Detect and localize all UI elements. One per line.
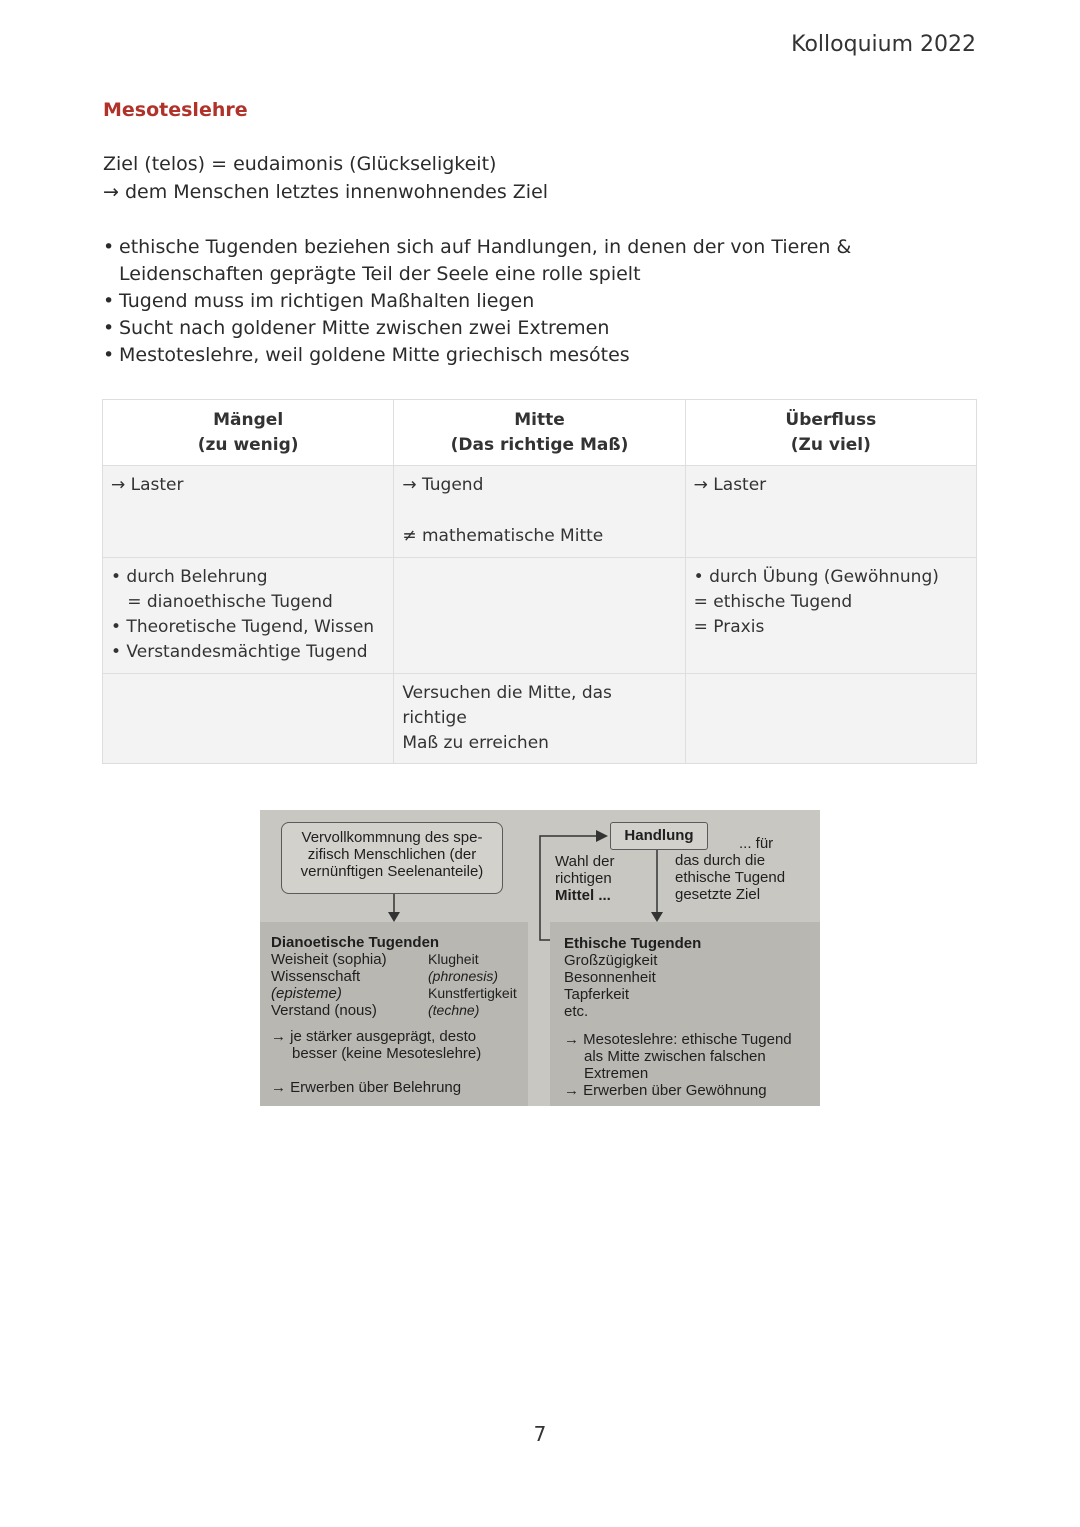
table-cell: → Laster bbox=[685, 466, 976, 558]
bullet-item: • Sucht nach goldener Mitte zwischen zwei Extremen bbox=[103, 315, 983, 342]
ethical-acquire: → Erwerben über Gewöhnung bbox=[564, 1082, 767, 1099]
ethical-list: Großzügigkeit Besonnenheit Tapferkeit etc. bbox=[564, 952, 658, 1020]
perfection-box: Vervollkommnung des spe- zifisch Menschlichen (der vernünftigen Seelenanteile) bbox=[281, 822, 503, 894]
table-cell: • durch Übung (Gewöhnung) = ethische Tugend = Praxis bbox=[685, 558, 976, 674]
header-mitte: Mitte (Das richtige Maß) bbox=[394, 400, 685, 466]
fuer-text: ... für das durch die ethische Tugend gesetzte Ziel bbox=[675, 835, 786, 903]
goal-subline: → dem Menschen letztes innenwohnendes Ziel bbox=[103, 181, 549, 203]
ethical-title: Ethische Tugenden bbox=[564, 935, 702, 952]
table-row bbox=[103, 558, 977, 674]
virtue-diagram bbox=[260, 810, 820, 1106]
handlung-box: Handlung bbox=[610, 822, 708, 850]
table-cell: → Tugend ≠ mathematische Mitte bbox=[394, 466, 685, 558]
section-title: Mesoteslehre bbox=[103, 99, 248, 121]
page-number: 7 bbox=[533, 1422, 547, 1446]
bullet-item: • ethische Tugenden beziehen sich auf Handlungen, in denen der von Tieren & Leidenschaften geprägte Teil der Seele eine rolle spielt bbox=[103, 234, 983, 288]
header-ueberfluss: Überfluss (Zu viel) bbox=[685, 400, 976, 466]
bullet-item: • Mestoteslehre, weil goldene Mitte griechisch mesótes bbox=[103, 342, 983, 369]
table-row bbox=[103, 674, 977, 764]
header-title: Kolloquium 2022 bbox=[791, 32, 976, 57]
wahl-text: Wahl der richtigen Mittel ... bbox=[555, 853, 615, 904]
bullet-list bbox=[103, 234, 983, 369]
bullet-item: • Tugend muss im richtigen Maßhalten liegen bbox=[103, 288, 983, 315]
table-cell: Versuchen die Mitte, das richtige Maß zu erreichen bbox=[394, 674, 685, 764]
header-maengel: Mängel (zu wenig) bbox=[103, 400, 394, 466]
table-cell bbox=[394, 558, 685, 674]
dianoetic-left-list: Weisheit (sophia) Wissenschaft (episteme) Verstand (nous) bbox=[271, 951, 387, 1019]
dianoetic-right-list: Klugheit (phronesis) Kunstfertigkeit (techne) bbox=[428, 951, 517, 1018]
table-cell bbox=[103, 674, 394, 764]
virtue-table bbox=[102, 399, 977, 764]
table-cell: → Laster bbox=[103, 466, 394, 558]
table-header-row bbox=[103, 400, 977, 466]
ethical-note: → Mesoteslehre: ethische Tugend als Mitte zwischen falschen Extremen bbox=[564, 1031, 792, 1082]
dianoetic-acquire: → Erwerben über Belehrung bbox=[271, 1079, 462, 1096]
goal-line: Ziel (telos) = eudaimonis (Glückseligkeit) bbox=[103, 153, 497, 175]
table-cell: • durch Belehrung = dianoethische Tugend • Theoretische Tugend, Wissen • Verstandesmächtige Tugend bbox=[103, 558, 394, 674]
dianoetic-note: → je stärker ausgeprägt, desto besser (keine Mesoteslehre) bbox=[271, 1028, 482, 1062]
dianoetic-title: Dianoetische Tugenden bbox=[271, 934, 440, 951]
table-row bbox=[103, 466, 977, 558]
table-cell bbox=[685, 674, 976, 764]
